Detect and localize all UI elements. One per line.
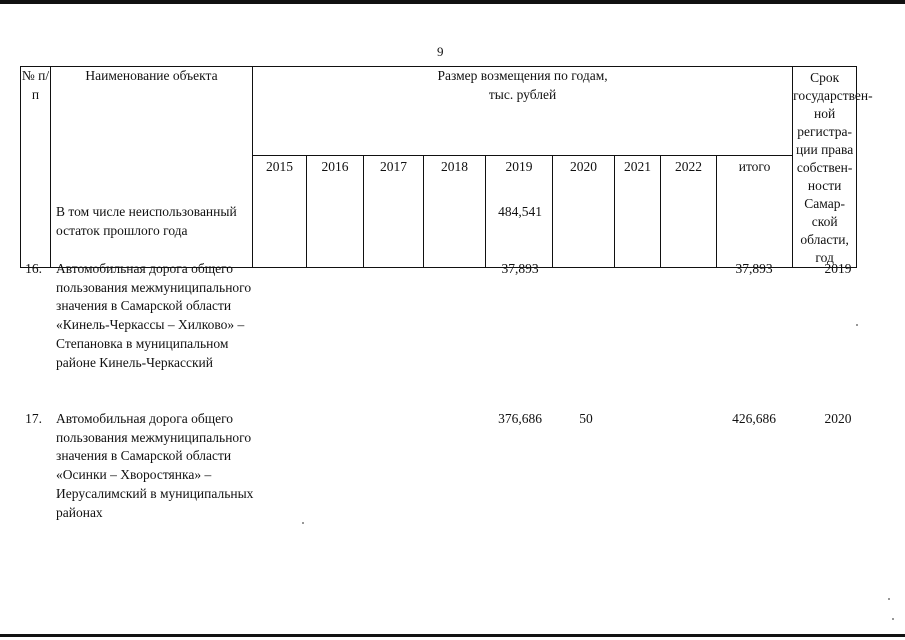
header-year-2020: 2020 (553, 155, 615, 268)
row-17-name: Автомобильная дорога общего пользования межмуниципального значения в Самарской области «Осинки – Хворостянка» – Иерусалимский в муниципальных районах (56, 411, 254, 520)
row-16-num: 16. (25, 261, 42, 276)
row-16-term: 2019 (824, 261, 852, 276)
scan-speck (888, 598, 890, 600)
bottom-rule (0, 634, 905, 637)
header-amount (253, 67, 793, 156)
header-amount-line2: тыс. рублей (488, 86, 557, 102)
header-year-2022: 2022 (661, 155, 717, 268)
page-number: 9 (437, 44, 444, 59)
header-year-2017: 2017 (364, 155, 424, 268)
scan-speck (302, 522, 304, 524)
header-term-label: Срок государствен-ной регистра-ции права собствен-ности Самар-ской области, год (793, 70, 873, 265)
header-year-2016: 2016 (307, 155, 364, 268)
row-16-name: Автомобильная дорога общего пользования межмуниципального значения в Самарской области «Кинель-Черкассы – Хилково» – Степановка в муниципальном районе Кинель-Черкасский (56, 261, 252, 370)
scan-speck (856, 324, 858, 326)
header-num-label: № п/п (21, 68, 50, 102)
row-17-num: 17. (25, 411, 42, 426)
header-year-2019: 2019 (486, 155, 553, 268)
header-name-label: Наименование объекта (85, 68, 218, 83)
scan-speck (892, 618, 894, 620)
header-amount-line1: Размер возмещения по годам, (437, 68, 608, 83)
row-17-2019: 376,686 (498, 411, 542, 426)
row-17-term: 2020 (824, 411, 852, 426)
row-16-total: 37,893 (735, 261, 773, 276)
header-year-2018: 2018 (424, 155, 486, 268)
top-rule (0, 0, 905, 4)
row-16-2019: 37,893 (501, 261, 539, 276)
row-subtotal-name: В том числе неиспользованный остаток прошлого года (56, 204, 237, 238)
header-term (793, 67, 873, 268)
header-num (21, 67, 51, 268)
header-year-2021: 2021 (615, 155, 661, 268)
row-subtotal-2019: 484,541 (498, 204, 542, 219)
header-year-2015: 2015 (253, 155, 307, 268)
row-17-total: 426,686 (732, 411, 776, 426)
row-17-2020: 50 (579, 411, 593, 426)
header-year-total: итого (717, 155, 793, 268)
